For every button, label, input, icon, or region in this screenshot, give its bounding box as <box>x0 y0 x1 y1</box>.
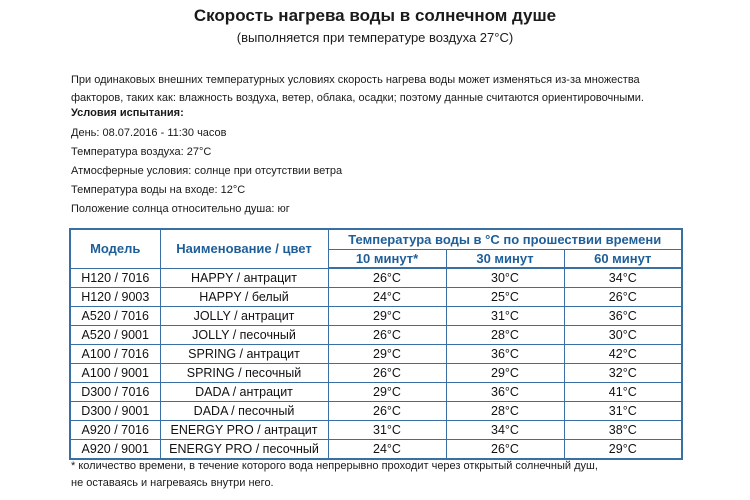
table-row <box>70 345 682 364</box>
cell-temp-30: 28°C <box>446 402 564 421</box>
cell-name: JOLLY / песочный <box>160 326 328 345</box>
cell-name: SPRING / антрацит <box>160 345 328 364</box>
cell-temp-30: 31°C <box>446 307 564 326</box>
footnote-line: не оставаясь и нагреваясь внутри него. <box>71 477 274 489</box>
cell-temp-30: 25°C <box>446 288 564 307</box>
cell-name: SPRING / песочный <box>160 364 328 383</box>
table-row <box>70 402 682 421</box>
cell-model: A520 / 7016 <box>70 307 160 326</box>
table-row <box>70 307 682 326</box>
cell-temp-60: 36°C <box>564 307 682 326</box>
cell-name: DADA / антрацит <box>160 383 328 402</box>
table-row <box>70 268 682 288</box>
header-30-min: 30 минут <box>446 250 564 269</box>
header-model: Модель <box>70 229 160 268</box>
cell-temp-10: 29°C <box>328 307 446 326</box>
intro-paragraph <box>71 71 731 107</box>
cell-temp-10: 24°C <box>328 440 446 460</box>
table-row <box>70 326 682 345</box>
cell-temp-60: 30°C <box>564 326 682 345</box>
cell-temp-10: 26°C <box>328 364 446 383</box>
page-title: Скорость нагрева воды в солнечном душе <box>193 6 557 25</box>
cell-temp-10: 26°C <box>328 268 446 288</box>
table-body <box>70 268 682 459</box>
header-name: Наименование / цвет <box>160 229 328 268</box>
cell-temp-10: 26°C <box>328 326 446 345</box>
cell-model: D300 / 7016 <box>70 383 160 402</box>
cell-temp-10: 31°C <box>328 421 446 440</box>
header-10-min: 10 минут* <box>328 250 446 269</box>
cell-name: ENERGY PRO / песочный <box>160 440 328 460</box>
cell-name: HAPPY / белый <box>160 288 328 307</box>
cell-temp-30: 28°C <box>446 326 564 345</box>
intro-line: факторов, таких как: влажность воздуха, ветер, облака, осадки; поэтому данные считаются ориентировочными. <box>71 92 644 104</box>
cell-temp-10: 26°C <box>328 402 446 421</box>
cell-temp-60: 32°C <box>564 364 682 383</box>
condition-date: День: 08.07.2016 - 11:30 часов <box>71 127 227 139</box>
cell-temp-60: 31°C <box>564 402 682 421</box>
cell-temp-30: 26°C <box>446 440 564 460</box>
table-row <box>70 364 682 383</box>
cell-model: H120 / 9003 <box>70 288 160 307</box>
cell-temp-30: 34°C <box>446 421 564 440</box>
cell-temp-60: 29°C <box>564 440 682 460</box>
cell-model: D300 / 9001 <box>70 402 160 421</box>
cell-name: DADA / песочный <box>160 402 328 421</box>
cell-model: A920 / 9001 <box>70 440 160 460</box>
cell-temp-60: 34°C <box>564 268 682 288</box>
cell-name: JOLLY / антрацит <box>160 307 328 326</box>
cell-model: A100 / 7016 <box>70 345 160 364</box>
cell-temp-10: 29°C <box>328 345 446 364</box>
cell-temp-30: 36°C <box>446 345 564 364</box>
cell-name: ENERGY PRO / антрацит <box>160 421 328 440</box>
header-60-min: 60 минут <box>564 250 682 269</box>
footnote <box>71 458 598 492</box>
heating-table <box>69 228 683 460</box>
table-row <box>70 440 682 460</box>
cell-temp-30: 29°C <box>446 364 564 383</box>
condition-inlet-temp: Температура воды на входе: 12°С <box>71 184 246 196</box>
cell-model: A100 / 9001 <box>70 364 160 383</box>
cell-model: A520 / 9001 <box>70 326 160 345</box>
condition-air-temp: Температура воздуха: 27°С <box>71 146 212 158</box>
page-subtitle: (выполняется при температуре воздуха 27°С) <box>236 30 514 45</box>
cell-temp-10: 29°C <box>328 383 446 402</box>
condition-weather: Атмосферные условия: солнце при отсутствии ветра <box>71 165 343 177</box>
footnote-line: * количество времени, в течение которого вода непрерывно проходит через открытый солнечный душ, <box>71 460 598 472</box>
intro-line: При одинаковых внешних температурных условиях скорость нагрева воды может изменяться из-за множества <box>71 74 640 86</box>
cell-model: A920 / 7016 <box>70 421 160 440</box>
condition-sun-position: Положение солнца относительно душа: юг <box>71 203 290 215</box>
cell-temp-60: 38°C <box>564 421 682 440</box>
cell-model: H120 / 7016 <box>70 268 160 288</box>
cell-temp-60: 42°C <box>564 345 682 364</box>
header-time-group: Температура воды в °С по прошествии времени <box>328 229 682 250</box>
table-row <box>70 383 682 402</box>
table-row <box>70 288 682 307</box>
cell-name: HAPPY / антрацит <box>160 268 328 288</box>
cell-temp-30: 30°C <box>446 268 564 288</box>
conditions-heading: Условия испытания: <box>71 107 184 119</box>
cell-temp-60: 26°C <box>564 288 682 307</box>
cell-temp-30: 36°C <box>446 383 564 402</box>
cell-temp-10: 24°C <box>328 288 446 307</box>
table-row <box>70 421 682 440</box>
cell-temp-60: 41°C <box>564 383 682 402</box>
